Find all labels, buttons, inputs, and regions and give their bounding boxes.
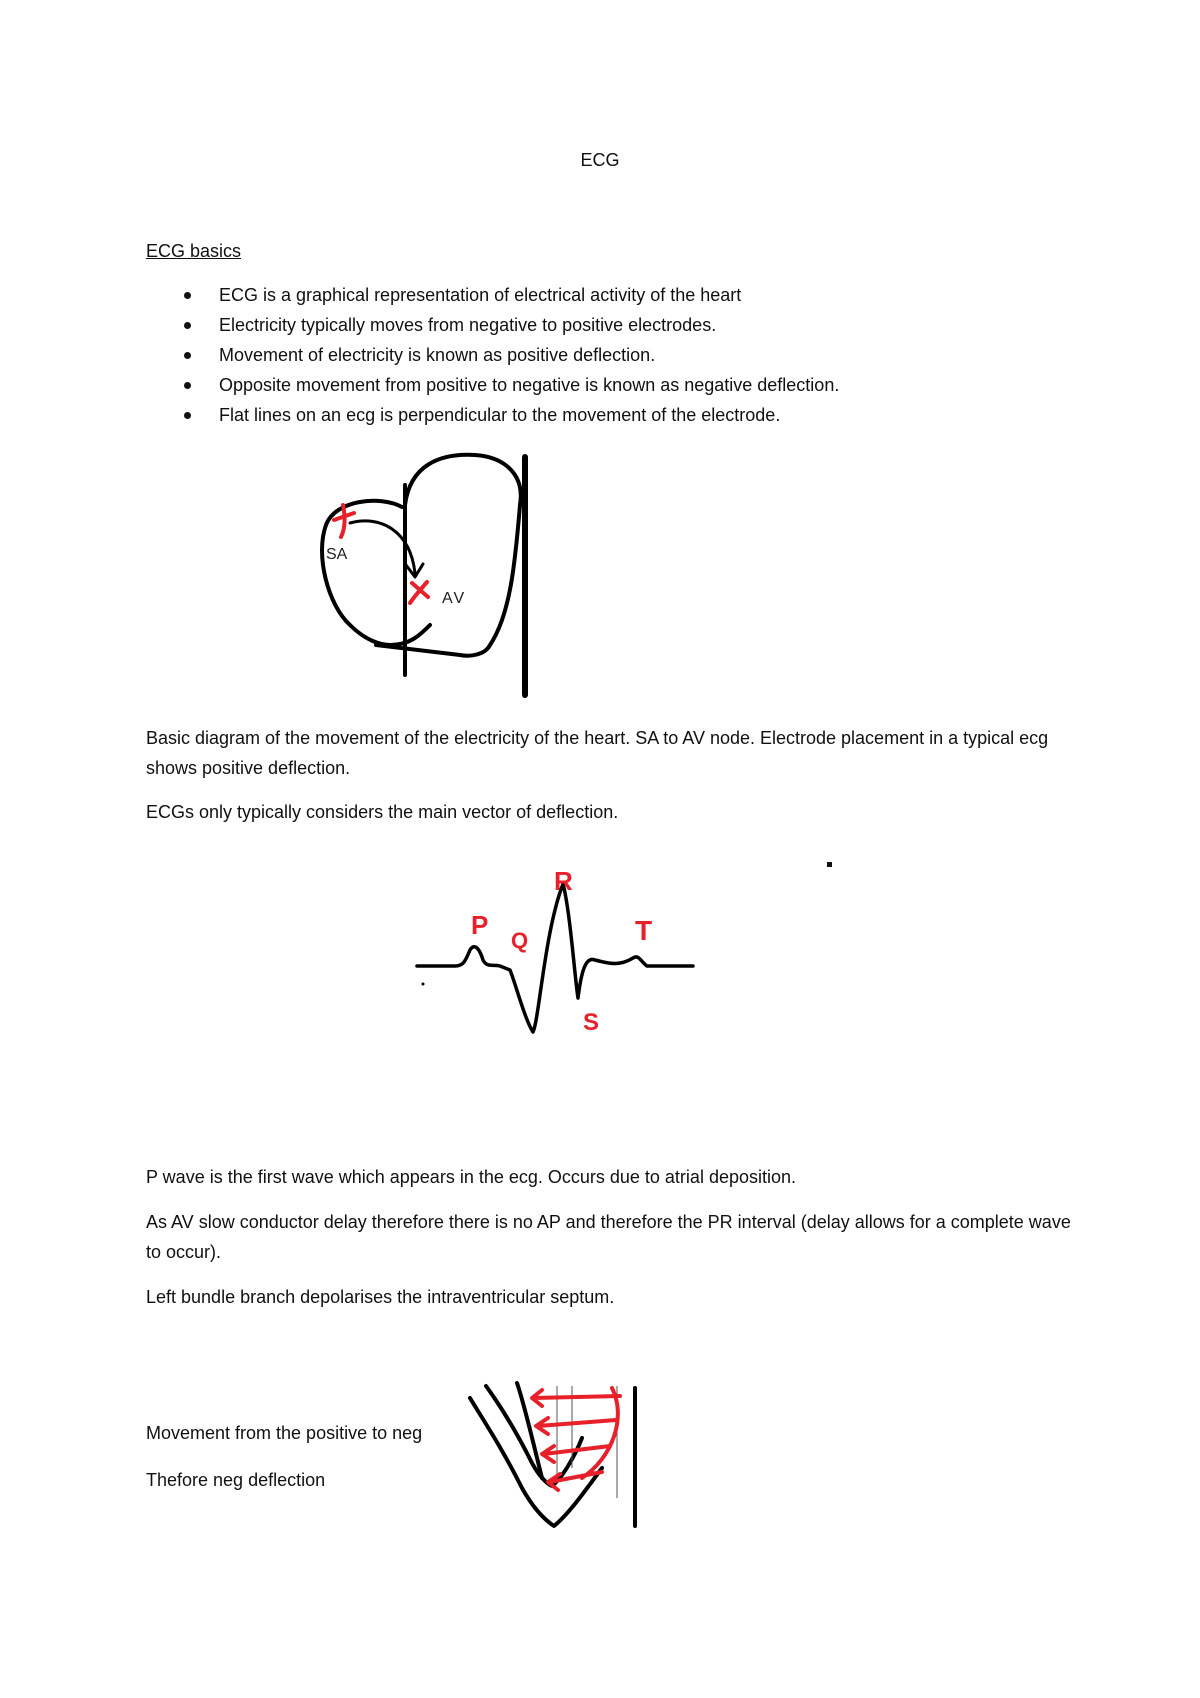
para-p-wave: P wave is the first wave which appears in the ecg. Occurs due to atrial deposition. xyxy=(146,1167,797,1187)
septum-diagram xyxy=(462,1378,662,1528)
para-left-bundle: Left bundle branch depolarises the intraventricular septum. xyxy=(146,1287,615,1307)
ecg-trace xyxy=(417,884,693,1032)
bullet-item: Flat lines on an ecg is perpendicular to the movement of the electrode. xyxy=(146,400,1106,430)
s-wave-label: S xyxy=(583,1009,600,1036)
bullet-item: Electricity typically moves from negative to positive electrodes. xyxy=(146,310,1106,340)
red-arrow-curve xyxy=(582,1388,618,1478)
q-wave-label: Q xyxy=(511,928,529,953)
stray-dot xyxy=(827,862,832,867)
bullet-item: ECG is a graphical representation of electrical activity of the heart xyxy=(146,280,1106,310)
ecg-waveform xyxy=(415,866,715,1040)
red-arrow xyxy=(536,1418,616,1434)
bullet-item: Movement of electricity is known as positive deflection. xyxy=(146,340,1106,370)
document-title: ECG xyxy=(580,150,620,170)
heart-diagram xyxy=(310,445,570,705)
right-chamber-outline xyxy=(376,455,521,656)
av-label: AV xyxy=(442,590,467,607)
p-wave-label: P xyxy=(471,910,489,940)
red-arrow xyxy=(532,1390,620,1406)
t-wave-label: T xyxy=(635,915,653,946)
caption-main-vector: ECGs only typically considers the main vector of deflection. xyxy=(146,802,619,822)
deflection-text: Thefore neg deflection xyxy=(146,1470,326,1490)
caption-heart-diagram: Basic diagram of the movement of the electricity of the heart. SA to AV node. Electrode placement in a typical ecg shows positive deflection. xyxy=(146,728,1049,778)
r-wave-label: R xyxy=(554,866,573,896)
bullet-list xyxy=(146,280,1106,430)
stray-dot-small xyxy=(422,983,425,986)
bullet-item: Opposite movement from positive to negative is known as negative deflection. xyxy=(146,370,1106,400)
section-heading: ECG basics xyxy=(146,241,242,261)
av-marker-icon xyxy=(410,582,428,603)
movement-text: Movement from the positive to neg xyxy=(146,1423,423,1443)
sa-label: SA xyxy=(326,546,348,563)
para-av-delay: As AV slow conductor delay therefore there is no AP and therefore the PR interval (delay allows for a complete wave to occur). xyxy=(146,1212,1071,1262)
